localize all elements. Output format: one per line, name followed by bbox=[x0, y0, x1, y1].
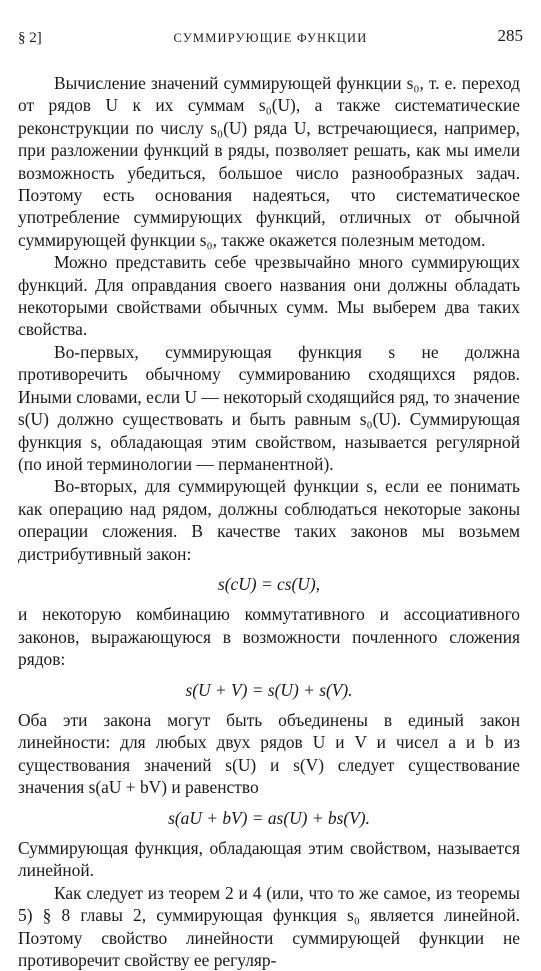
page-header bbox=[18, 26, 523, 50]
paragraph-1: Вычисление значений суммирующей функции s₀, т. е. переход от рядов U к их суммам s₀(U), а также систематические реконструкции по числу s₀(U) ряда U, встречающиеся, например, при разложении функций в ряды, позволяет решать, как мы имели возможность убедиться, большое число разнообразных задач. Поэтому есть основания надеяться, что систематическое употребление суммирующих функций, отличных от обычной суммирующей функции s₀, также окажется полезным методом. bbox=[18, 73, 520, 250]
page-number: 285 bbox=[497, 26, 523, 45]
paragraph-8: Как следует из теорем 2 и 4 (или, что то же самое, из теоремы 5) § 8 главы 2, суммирующая функция s₀ является линейной. Поэтому свойство линейности суммирующей функции не противоречит свойству ее регуляр- bbox=[18, 882, 520, 971]
formula-distributive: s(cU) = cs(U), bbox=[217, 573, 321, 594]
paragraph-2: Можно представить себе чрезвычайно много суммирующих функций. Для оправдания своего названия они должны обладать некоторыми свойствами обычных сумм. Мы выберем два таких свойства. bbox=[18, 252, 520, 340]
paragraph-3: Во-первых, суммирующая функция s не должна противоречить обычному суммированию сходящихся рядов. Иными словами, если U — некоторый сходящийся ряд, то значение s(U) должно существовать и быть равным s₀(U). Суммирующая функция s, обладающая этим свойством, называется регулярной (по иной терминологии — перманентной). bbox=[18, 341, 520, 474]
paragraph-7: Суммирующая функция, обладающая этим свойством, называется линейной. bbox=[18, 838, 520, 881]
paragraph-6: Оба эти закона могут быть объединены в единый закон линейности: для любых двух рядов U и V и чисел a и b из существования значений s(U) и s(V) следует существование значения s(aU + bV) и равенство bbox=[18, 709, 520, 798]
page-body bbox=[18, 72, 520, 971]
running-title: СУММИРУЮЩИЕ ФУНКЦИИ bbox=[173, 31, 368, 45]
formula-linearity: s(aU + bV) = as(U) + bs(V). bbox=[168, 807, 370, 828]
section-marker: § 2] bbox=[18, 30, 42, 46]
paragraph-4: Во-вторых, для суммирующей функции s, если ее понимать как операцию над рядом, должны соблюдаться некоторые законы операции сложения. В качестве таких законов мы возьмем дистрибутивный закон: bbox=[18, 476, 520, 564]
paragraph-5: и некоторую комбинацию коммутативного и ассоциативного законов, выражающуюся в возможности почленного сложения рядов: bbox=[18, 604, 520, 670]
formula-additive: s(U + V) = s(U) + s(V). bbox=[185, 679, 353, 700]
